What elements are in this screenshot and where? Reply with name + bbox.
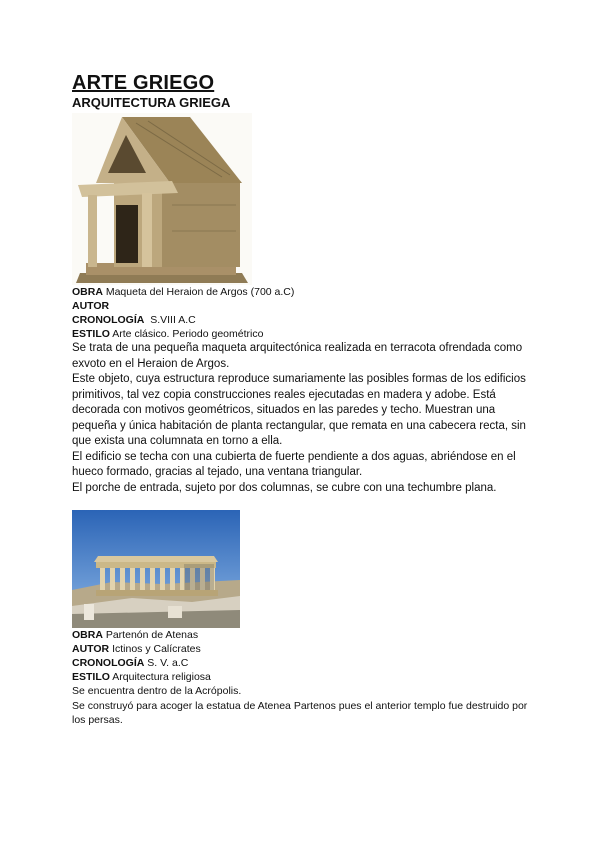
work1-paragraph: Este objeto, cuya estructura reproduce sumariamente las posibles formas de los edificios primitivos, tal vez copia construcciones reales ejecutadas en madera y adobe. Está decorada con motivos geométricos, situados en las paredes y techo. Muestran una pequeña y única habitación de planta rectangular, que remata en una cabecera recta, sin que exista una columnata en torno a ella. — [72, 373, 526, 447]
work1-paragraph: El edificio se techa con una cubierta de fuerte pendiente a dos aguas, abriéndose en el hueco formado, gracias al tejado, una ventana triangular. — [72, 450, 516, 478]
work2-cronologia: CRONOLOGÍA S. V. a.C — [72, 657, 189, 669]
work2-paragraph: Se construyó para acoger la estatua de Atenea Partenos pues el anterior templo fue destruido por los persas. — [72, 699, 528, 726]
heraion-model-image — [72, 113, 252, 285]
work2-estilo: ESTILO Arquitectura religiosa — [72, 671, 211, 683]
parthenon-image — [72, 510, 240, 628]
section-subtitle: ARQUITECTURA GRIEGA — [72, 95, 231, 110]
work1-estilo: ESTILO Arte clásico. Periodo geométrico — [72, 328, 264, 340]
work1-cronologia: CRONOLOGÍA S.VIII A.C — [72, 314, 196, 326]
work1-paragraph: Se trata de una pequeña maqueta arquitectónica realizada en terracota ofrendada como exvoto en el Heraion de Argos. — [72, 342, 523, 370]
work2-autor: AUTOR Ictinos y Calícrates — [72, 643, 201, 655]
work1-autor: AUTOR — [72, 300, 110, 312]
work2-paragraph: Se encuentra dentro de la Acrópolis. — [72, 685, 242, 697]
page-title: ARTE GRIEGO — [72, 72, 215, 94]
work1-obra: OBRA Maqueta del Heraion de Argos (700 a.C) — [72, 286, 295, 298]
work2-obra: OBRA Partenón de Atenas — [72, 629, 199, 641]
document-page — [72, 72, 542, 728]
work1-paragraph: El porche de entrada, sujeto por dos columnas, se cubre con una techumbre plana. — [72, 481, 497, 494]
